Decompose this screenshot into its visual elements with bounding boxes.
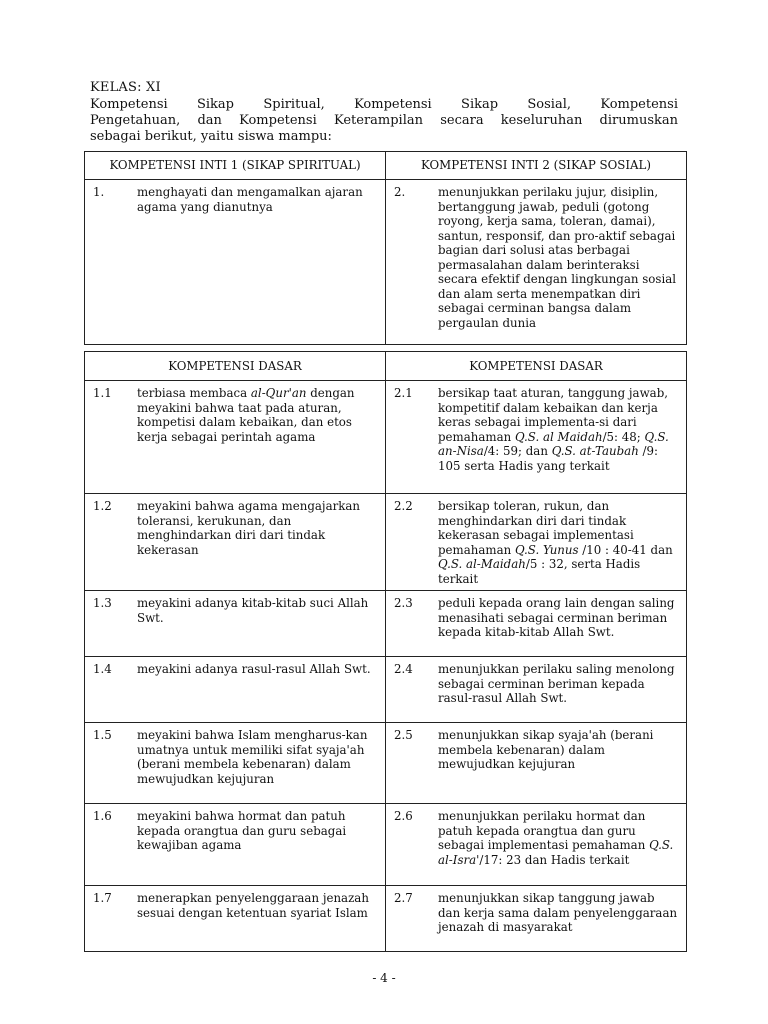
kd-cell-left bbox=[85, 723, 386, 804]
kd-text: terbiasa membaca al-Qur'an dengan meyakini bahwa taat pada aturan, kompetisi dalam kebaikan, dan etos kerja sebagai perintah agama bbox=[137, 386, 355, 444]
kd-text: peduli kepada orang lain dengan saling menasihati sebagai cerminan beriman kepada kitab-kitab Allah Swt. bbox=[438, 596, 675, 639]
kd-text: meyakini bahwa agama mengajarkan toleransi, kerukunan, dan menghindarkan diri dari tindak kekerasan bbox=[137, 499, 361, 557]
kd-cell-left bbox=[85, 886, 386, 952]
kd-number: 1.7 bbox=[93, 891, 112, 905]
ki-number: 1. bbox=[93, 185, 105, 199]
kd-text: menunjukkan perilaku hormat dan patuh kepada orangtua dan guru sebagai implementasi pemahaman Q.S. al-Isra'/17: 23 dan Hadis terkait bbox=[438, 809, 674, 867]
ki-body-row bbox=[85, 180, 687, 345]
kd-cell-left bbox=[85, 381, 386, 494]
kd-cell-left bbox=[85, 804, 386, 886]
ki-header-row bbox=[85, 152, 687, 180]
kd-cell-left bbox=[85, 494, 386, 591]
kd-row bbox=[85, 804, 687, 886]
kd-cell-left bbox=[85, 657, 386, 723]
kd-header-left: KOMPETENSI DASAR bbox=[85, 352, 386, 381]
kd-number: 2.4 bbox=[394, 662, 413, 676]
kd-cell-right bbox=[386, 804, 687, 886]
kd-text: meyakini bahwa hormat dan patuh kepada orangtua dan guru sebagai kewajiban agama bbox=[137, 809, 347, 852]
kd-number: 1.5 bbox=[93, 728, 112, 742]
kd-text: meyakini adanya kitab-kitab suci Allah Swt. bbox=[137, 596, 369, 625]
kd-row bbox=[85, 494, 687, 591]
kompetensi-dasar-table bbox=[84, 351, 687, 952]
kd-number: 2.1 bbox=[394, 386, 413, 400]
intro-paragraph bbox=[90, 97, 678, 145]
kd-cell-right bbox=[386, 494, 687, 591]
ki-text: menunjukkan perilaku jujur, disiplin, bertanggung jawab, peduli (gotong royong, kerja sama, toleran, damai), santun, responsif, dan pro-aktif sebagai bagian dari solusi atas berbagai permasalahan dalam berinteraksi secara efektif dengan lingkungan sosial dan alam serta menempatkan diri sebagai cerminan bangsa dalam pergaulan dunia bbox=[438, 185, 677, 330]
kd-row bbox=[85, 381, 687, 494]
intro-line-1: Kompetensi Sikap Spiritual, Kompetensi Sikap Sosial, Kompetensi bbox=[90, 97, 678, 112]
kd-cell-right bbox=[386, 381, 687, 494]
page-number: - 4 - bbox=[372, 971, 396, 985]
intro-line-3: sebagai berikut, yaitu siswa mampu: bbox=[90, 129, 332, 144]
kd-cell-right bbox=[386, 591, 687, 657]
kd-row bbox=[85, 886, 687, 952]
ki-header-sosial: KOMPETENSI INTI 2 (SIKAP SOSIAL) bbox=[386, 152, 687, 180]
kompetensi-inti-table bbox=[84, 151, 687, 345]
kd-number: 1.4 bbox=[93, 662, 112, 676]
kd-text: menunjukkan perilaku saling menolong sebagai cerminan beriman kepada rasul-rasul Allah Swt. bbox=[438, 662, 675, 705]
kd-row bbox=[85, 591, 687, 657]
kd-number: 2.3 bbox=[394, 596, 413, 610]
kd-cell-left bbox=[85, 591, 386, 657]
kd-text: menerapkan penyelenggaraan jenazah sesuai dengan ketentuan syariat Islam bbox=[137, 891, 369, 920]
ki-text: menghayati dan mengamalkan ajaran agama yang dianutnya bbox=[137, 185, 363, 214]
kd-header-row bbox=[85, 352, 687, 381]
kd-number: 2.5 bbox=[394, 728, 413, 742]
ki-spiritual-cell bbox=[85, 180, 386, 345]
class-label: KELAS: XI bbox=[90, 80, 161, 95]
kd-text: meyakini bahwa Islam mengharus-kan umatnya untuk memiliki sifat syaja'ah (berani membela kebenaran) dalam mewujudkan kejujuran bbox=[137, 728, 368, 786]
kd-header-right: KOMPETENSI DASAR bbox=[386, 352, 687, 381]
kd-number: 2.6 bbox=[394, 809, 413, 823]
intro-line-2: Pengetahuan, dan Kompetensi Keterampilan secara keseluruhan dirumuskan bbox=[90, 113, 678, 128]
kd-number: 2.7 bbox=[394, 891, 413, 905]
kd-number: 1.3 bbox=[93, 596, 112, 610]
kd-number: 1.1 bbox=[93, 386, 112, 400]
kd-text: bersikap taat aturan, tanggung jawab, kompetitif dalam kebaikan dan kerja keras sebagai implementa-si dari pemahaman Q.S. al Maidah/5: 48; Q.S. an-Nisa/4: 59; dan Q.S. at-Taubah /9: 105 serta Hadis yang terkait bbox=[438, 386, 669, 473]
kd-cell-right bbox=[386, 886, 687, 952]
kd-cell-right bbox=[386, 657, 687, 723]
kd-number: 1.6 bbox=[93, 809, 112, 823]
kd-text: bersikap toleran, rukun, dan menghindarkan diri dari tindak kekerasan sebagai implementasi pemahaman Q.S. Yunus /10 : 40-41 dan Q.S. al-Maidah/5 : 32, serta Hadis terkait bbox=[438, 499, 673, 586]
kd-number: 2.2 bbox=[394, 499, 413, 513]
kd-text: menunjukkan sikap syaja'ah (berani membela kebenaran) dalam mewujudkan kejujuran bbox=[438, 728, 654, 771]
kd-row bbox=[85, 723, 687, 804]
kd-text: menunjukkan sikap tanggung jawab dan kerja sama dalam penyelenggaraan jenazah di masyarakat bbox=[438, 891, 678, 934]
kd-row bbox=[85, 657, 687, 723]
ki-number: 2. bbox=[394, 185, 406, 199]
kd-number: 1.2 bbox=[93, 499, 112, 513]
kd-text: meyakini adanya rasul-rasul Allah Swt. bbox=[137, 662, 371, 676]
ki-sosial-cell bbox=[386, 180, 687, 345]
ki-header-spiritual: KOMPETENSI INTI 1 (SIKAP SPIRITUAL) bbox=[85, 152, 386, 180]
kd-cell-right bbox=[386, 723, 687, 804]
